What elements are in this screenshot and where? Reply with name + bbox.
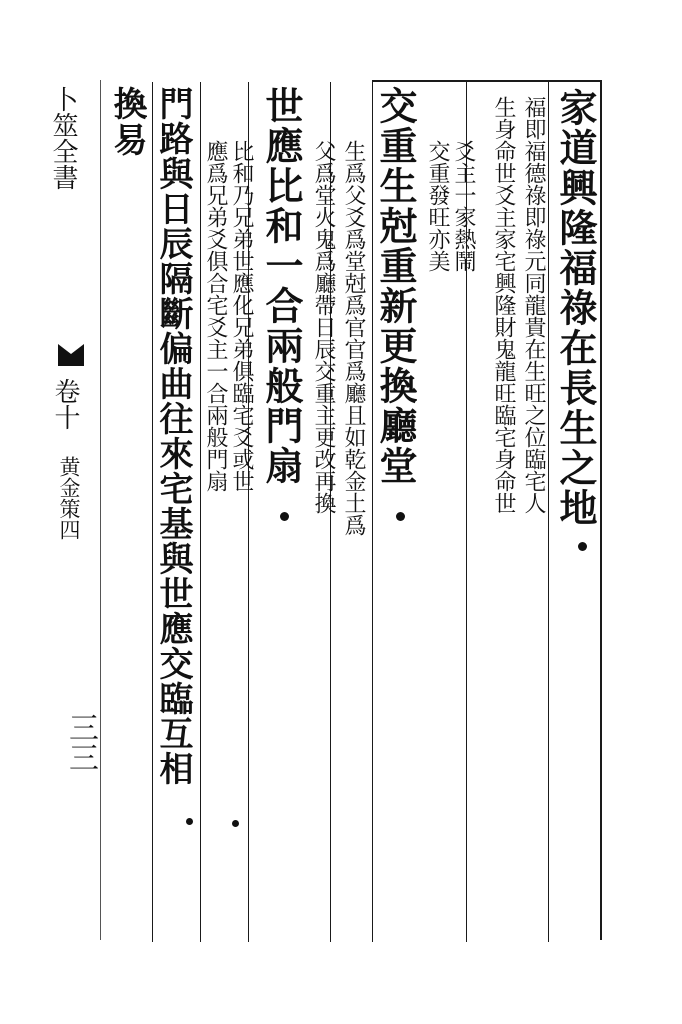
text-column-10: 比和乃兄弟世應化兄弟俱臨宅爻或世 [229, 140, 254, 492]
text-column-2: 福即福德祿即祿元同龍貴在生旺之位臨宅人 [521, 96, 546, 514]
margin-section: 黄金策四 [57, 456, 81, 540]
frame-rule-top [372, 80, 602, 82]
text-column-9: 世應比和一合兩般門扇 [259, 86, 304, 486]
punctuation-dot [396, 512, 405, 521]
frame-rule-left [100, 80, 101, 940]
text-column-11: 應爲兄弟爻俱合宅爻主一合兩般門扇 [203, 140, 228, 492]
margin-book-title: 卜筮全書 [48, 86, 78, 190]
text-column-3: 生身命世爻主家宅興隆財鬼龍旺臨宅身命世 [491, 96, 516, 514]
text-column-4: 爻主一家熱鬧 [451, 140, 476, 272]
fish-tail-mark-icon [56, 340, 86, 368]
page-number: 三三 [63, 712, 98, 772]
text-column-6: 交重生尅重新更換廳堂 [373, 86, 418, 486]
frame-rule-right [600, 80, 602, 940]
punctuation-dot [186, 818, 193, 825]
text-column-5: 交重發旺亦美 [425, 140, 450, 272]
text-column-13: 換易 [107, 86, 147, 158]
punctuation-dot [578, 542, 587, 551]
column-divider-1 [548, 82, 549, 942]
text-column-7: 生爲父爻爲堂尅爲官官爲廳且如乾金土爲 [341, 140, 366, 536]
punctuation-dot [232, 820, 239, 827]
punctuation-dot [280, 512, 289, 521]
text-column-1: 家道興隆福祿在長生之地 [553, 88, 598, 528]
column-divider-6 [200, 82, 201, 942]
text-column-12: 門路與日辰隔斷偏曲往來宅基與世應交臨互相 [153, 86, 193, 786]
text-column-8: 父爲堂火鬼爲廳帶日辰交重主更改再換 [311, 140, 336, 514]
margin-volume: 卷十 [50, 378, 80, 430]
